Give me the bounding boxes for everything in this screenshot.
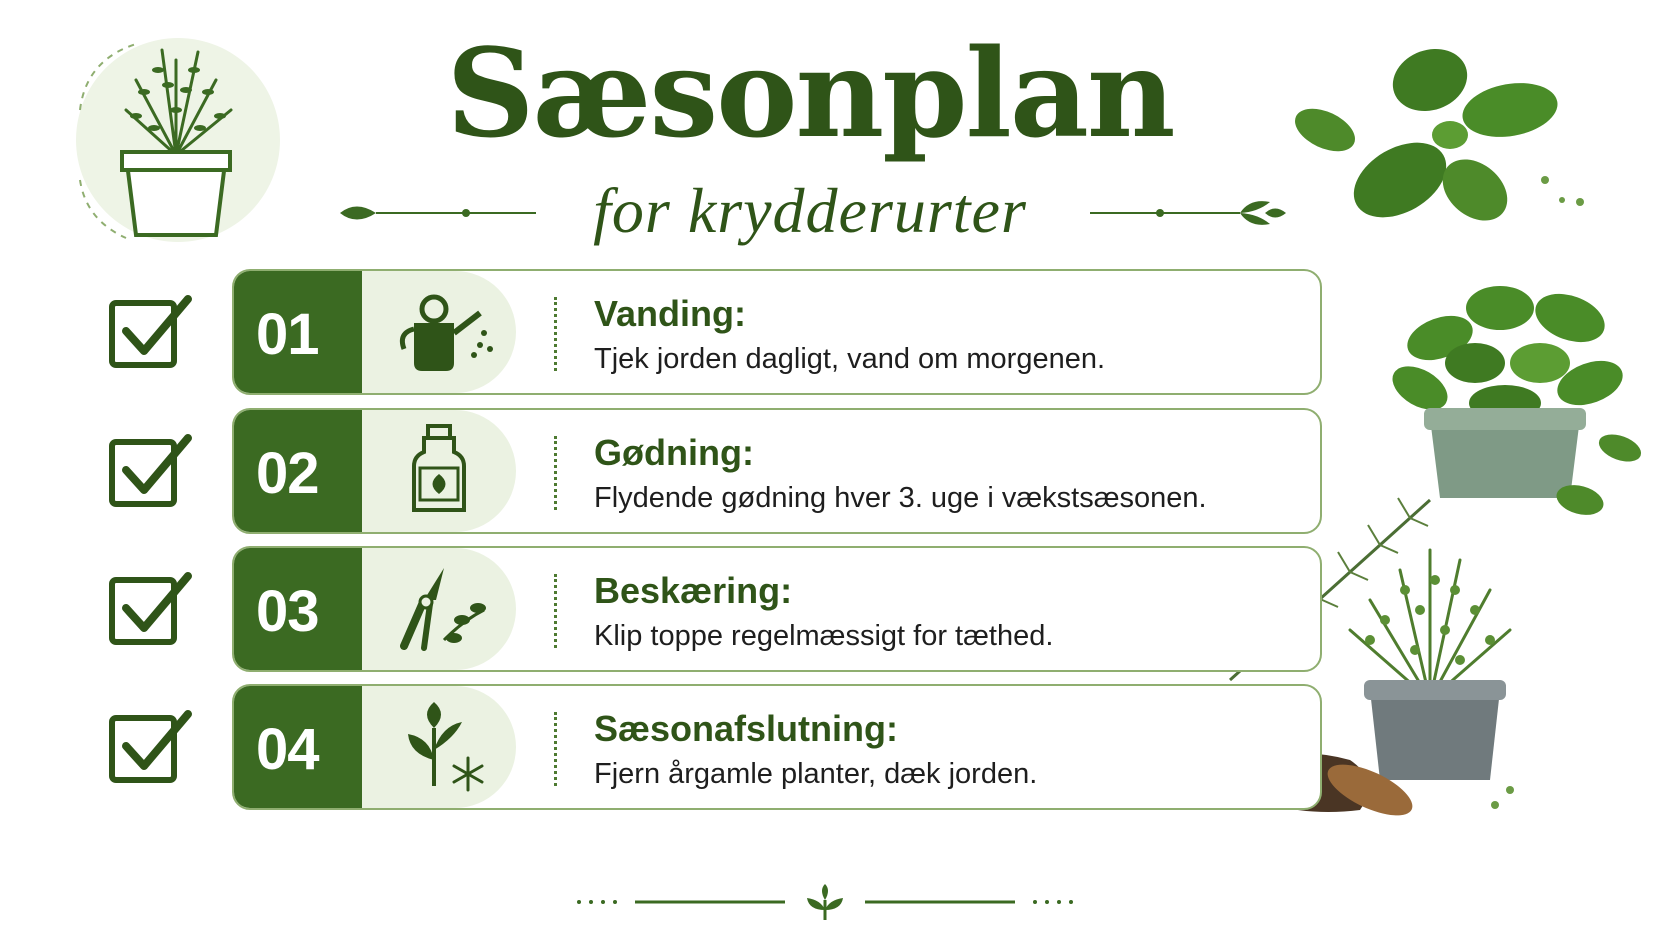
- page-title: Sæsonplan: [446, 21, 1174, 165]
- herb-pot-illustration: [66, 30, 286, 250]
- task-number: 01: [256, 302, 319, 367]
- task-label: Vanding:: [594, 293, 746, 334]
- task-icon-circle: [362, 410, 516, 532]
- task-number: 02: [256, 441, 319, 506]
- task-description: Tjek jorden dagligt, vand om morgenen.: [594, 343, 1106, 375]
- task-row-3: [0, 546, 1672, 676]
- task-number: 04: [256, 717, 319, 782]
- checkbox-checked-icon[interactable]: [108, 293, 194, 379]
- checkbox-checked-icon[interactable]: [108, 570, 194, 656]
- divider: [554, 574, 557, 648]
- divider: [554, 436, 557, 510]
- watering-can-icon: [384, 283, 494, 379]
- task-card: [232, 408, 1322, 534]
- ornament-right-icon: [1090, 196, 1290, 230]
- task-card: [232, 684, 1322, 810]
- task-label: Beskæring:: [594, 570, 793, 611]
- task-label: Sæsonafslutning:: [594, 708, 898, 749]
- pruning-shears-icon: [384, 560, 494, 656]
- task-row-2: [0, 408, 1672, 538]
- fertilizer-bottle-icon: [384, 422, 494, 518]
- task-icon-circle: [362, 271, 516, 393]
- bottom-ornament-icon: [575, 882, 1075, 922]
- task-card: [232, 269, 1322, 395]
- task-row-4: [0, 684, 1672, 814]
- checkbox-checked-icon[interactable]: [108, 432, 194, 518]
- task-icon-circle: [362, 548, 516, 670]
- divider: [554, 297, 557, 371]
- basil-leaves-illustration: [1290, 40, 1630, 240]
- task-row-1: [0, 269, 1672, 399]
- page-subtitle: for krydderurter: [593, 175, 1027, 246]
- task-label: Gødning:: [594, 432, 754, 473]
- divider: [554, 712, 557, 786]
- task-number: 03: [256, 579, 319, 644]
- task-description: Flydende gødning hver 3. uge i vækstsæsonen.: [594, 482, 1207, 514]
- task-description: Fjern årgamle planter, dæk jorden.: [594, 758, 1038, 790]
- plant-snowflake-icon: [384, 698, 494, 794]
- checkbox-checked-icon[interactable]: [108, 708, 194, 794]
- task-description: Klip toppe regelmæssigt for tæthed.: [594, 620, 1054, 652]
- ornament-left-icon: [336, 196, 536, 230]
- task-card: [232, 546, 1322, 672]
- task-icon-circle: [362, 686, 516, 808]
